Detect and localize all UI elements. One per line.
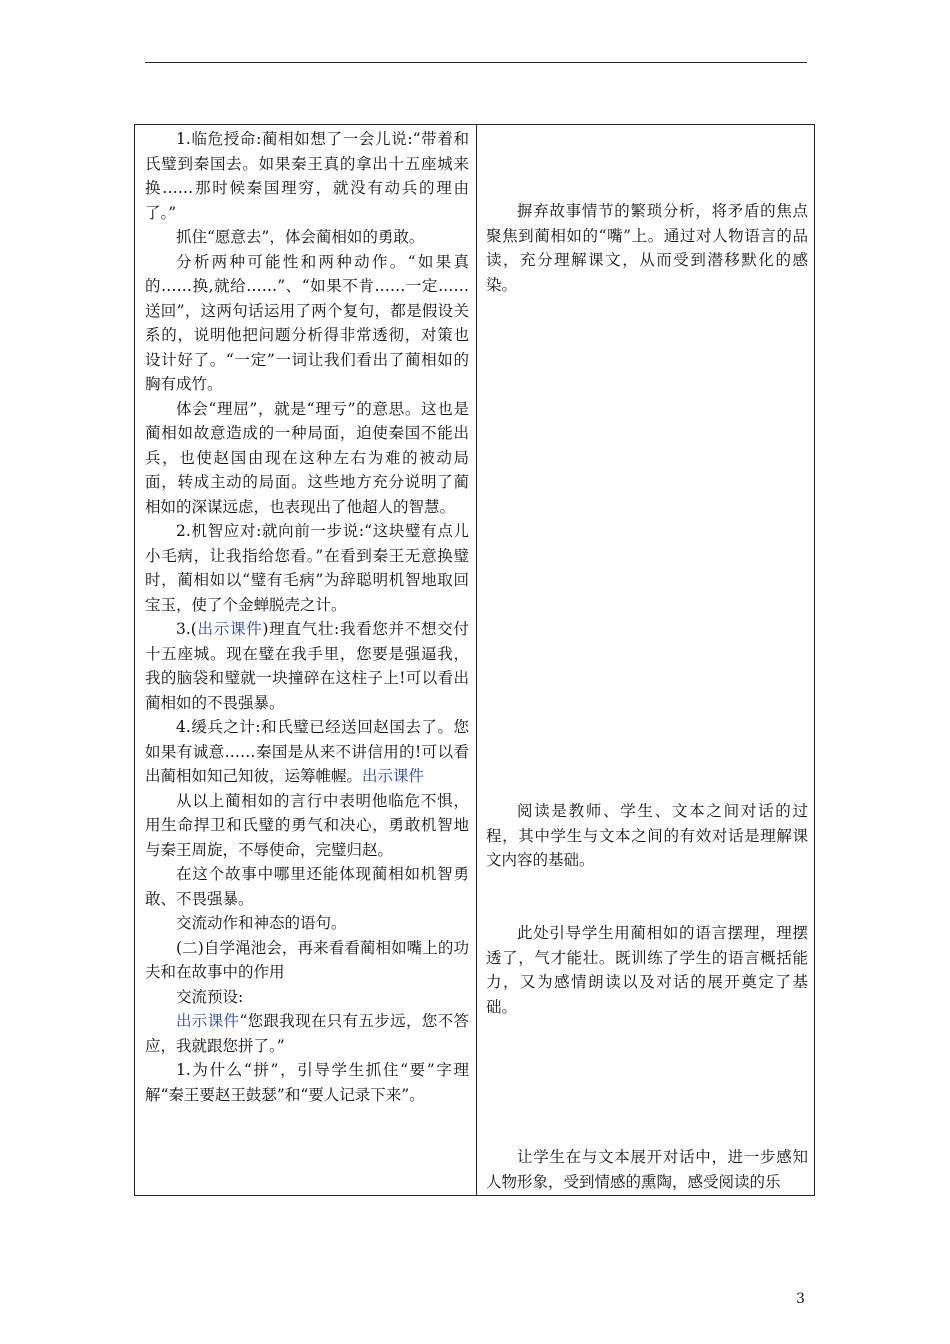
- para-2: 抓住“愿意去”，体会蔺相如的勇敢。: [176, 228, 425, 246]
- column-divider: [476, 125, 477, 1195]
- para-9: 在这个故事中哪里还能体现蔺相如机智勇敢、不畏强暴。: [145, 865, 469, 908]
- para-5: 2.机智应对:就向前一步说:“这块璧有点儿小毛病，让我指给您看。”在看到秦王无意换璧时，蔺相如以“璧有毛病”为辞聪明机智地取回宝玉，使了个金蝉脱壳之计。: [145, 522, 469, 614]
- note-2: [486, 799, 808, 873]
- note-4: [486, 1145, 808, 1194]
- para-6-text: )理直气壮:我看您并不想交付十五座城。现在璧在我手里，您要是强逼我，我的脑袋和璧就一块撞碎在这柱子上!可以看出蔺相如的不畏强暴。: [145, 620, 469, 712]
- para-4: 体会“理屈”，就是“理亏”的意思。这也是蔺相如故意造成的一种局面，迫使秦国不能出兵，也使赵国由现在这种左右为难的被动局面，转成主动的局面。这些地方充分说明了蔺相如的深谋远虑，也表现出了他超人的智慧。: [145, 399, 469, 516]
- note-2-text: 阅读是教师、学生、文本之间对话的过程，其中学生与文本之间的有效对话是理解课文内容的基础。: [486, 802, 808, 869]
- show-courseware-link[interactable]: 出示课件: [176, 1012, 240, 1030]
- lesson-table: [134, 124, 815, 1196]
- para-11: (二)自学渑池会，再来看看蔺相如嘴上的功夫和在故事中的作用: [145, 938, 469, 981]
- para-12: 交流预设:: [176, 987, 244, 1006]
- show-courseware-link[interactable]: 出示课件: [362, 767, 425, 785]
- para-1: 1.临危授命:蔺相如想了一会儿说:“带着和氏璧到秦国去。如果秦王真的拿出十五座城来换……那时候秦国理穷，就没有动兵的理由了。”: [145, 130, 469, 222]
- para-6-prefix: 3.(: [176, 620, 197, 638]
- para-13-text: “您跟我现在只有五步远，您不答应，我就跟您拼了。”: [145, 1012, 469, 1055]
- header-rule: [145, 62, 807, 63]
- teaching-process-column: [145, 127, 469, 1107]
- note-3: [486, 921, 808, 1019]
- note-1: [486, 199, 808, 297]
- note-4-text: 让学生在与文本展开对话中，进一步感知人物形象，受到情感的熏陶，感受阅读的乐: [486, 1148, 808, 1191]
- para-3: 分析两种可能性和两种动作。“如果真的……换,就给……”、“如果不肯……一定……送回”，这两句话运用了两个复句，都是假设关系的，说明他把问题分析得非常透彻，对策也设计好了。“一定”一词让我们看出了蔺相如的胸有成竹。: [145, 252, 469, 393]
- para-13: [145, 1009, 469, 1058]
- note-1-text: 摒弃故事情节的繁琐分析，将矛盾的焦点聚焦到蔺相如的“嘴”上。通过对人物语言的品读，充分理解课文，从而受到潜移默化的感染。: [486, 202, 808, 294]
- para-7: [145, 715, 469, 789]
- show-courseware-link[interactable]: 出示课件: [196, 620, 263, 638]
- page-number: 3: [796, 1291, 805, 1307]
- para-10: 交流动作和神态的语句。: [176, 914, 347, 932]
- para-14: 1.为什么“拼”，引导学生抓住“要”字理解“秦王要赵王鼓瑟”和“要人记录下来”。: [145, 1061, 469, 1104]
- para-7-text: 4.缓兵之计:和氏璧已经送回赵国去了。您如果有诚意……秦国是从来不讲信用的!可以看出蔺相如知己知彼，运筹帷幄。: [145, 718, 469, 785]
- para-8: 从以上蔺相如的言行中表明他临危不惧，用生命捍卫和氏璧的勇气和决心，勇敢机智地与秦王周旋，不辱使命，完璧归赵。: [145, 791, 469, 859]
- para-6: [145, 617, 469, 715]
- note-3-text: 此处引导学生用蔺相如的语言摆理，理摆透了，气才能壮。既训练了学生的语言概括能力，又为感情朗读以及对话的展开奠定了基础。: [486, 924, 808, 1016]
